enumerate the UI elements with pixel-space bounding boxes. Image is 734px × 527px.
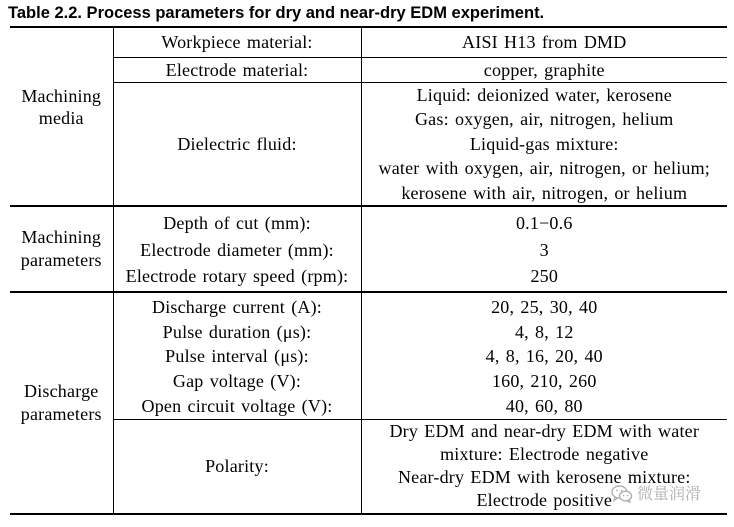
watermark-text: 微量润滑 bbox=[637, 484, 702, 503]
value-line: AISI H13 from DMD bbox=[462, 32, 627, 53]
value-line: 40, 60, 80 bbox=[505, 395, 583, 416]
parameter-name: Pulse duration (μs): bbox=[113, 320, 361, 344]
group-label-line: Machining bbox=[21, 227, 102, 247]
group-label-discharge-parameters bbox=[10, 292, 113, 514]
group-label-line: Discharge bbox=[24, 381, 99, 401]
group-label-line: media bbox=[38, 107, 84, 128]
group-label-machining-parameters bbox=[10, 206, 113, 292]
value-line: 4, 8, 16, 20, 40 bbox=[485, 346, 603, 366]
parameter-value bbox=[361, 344, 727, 368]
table-caption: Table 2.2. Process parameters for dry and near-dry EDM experiment. bbox=[8, 4, 545, 22]
parameter-value bbox=[361, 57, 727, 82]
table-row bbox=[10, 320, 727, 344]
parameter-name: Depth of cut (mm): bbox=[113, 206, 361, 238]
parameter-name: Discharge current (A): bbox=[113, 292, 361, 320]
value-line: copper, graphite bbox=[483, 59, 605, 80]
table-row bbox=[10, 238, 727, 261]
parameter-value bbox=[361, 206, 727, 238]
value-line: Near-dry EDM with kerosene mixture: bbox=[397, 467, 691, 488]
watermark bbox=[611, 484, 701, 504]
value-line: 0.1−0.6 bbox=[515, 212, 573, 233]
group-label-line: parameters bbox=[20, 404, 102, 424]
parameter-name: Gap voltage (V): bbox=[113, 368, 361, 393]
table-row bbox=[10, 292, 727, 320]
table-row bbox=[10, 393, 727, 419]
group-label-line: parameters bbox=[20, 250, 102, 270]
parameter-name: Open circuit voltage (V): bbox=[113, 393, 361, 419]
value-line: water with oxygen, air, nitrogen, or helium; bbox=[378, 158, 710, 178]
table-row bbox=[10, 57, 727, 82]
table-row bbox=[10, 344, 727, 368]
parameter-value bbox=[361, 261, 727, 292]
value-line: Liquid-gas mixture: bbox=[469, 133, 619, 154]
value-line: Dry EDM and near-dry EDM with water bbox=[389, 421, 700, 442]
table-row bbox=[10, 82, 727, 206]
value-line: 250 bbox=[530, 266, 559, 286]
parameter-value bbox=[361, 238, 727, 261]
value-line: 4, 8, 12 bbox=[514, 322, 574, 342]
value-line: 3 bbox=[539, 239, 549, 260]
parameter-name: Polarity: bbox=[113, 419, 361, 514]
process-parameters-table bbox=[10, 26, 727, 515]
value-line: mixture: Electrode negative bbox=[440, 444, 649, 465]
table-row bbox=[10, 27, 727, 57]
table-row bbox=[10, 206, 727, 238]
parameter-value bbox=[361, 27, 727, 57]
value-line: Liquid: deionized water, kerosene bbox=[416, 84, 672, 105]
value-line: kerosene with air, nitrogen, or helium bbox=[401, 182, 688, 203]
parameter-name: Pulse interval (μs): bbox=[113, 344, 361, 368]
parameter-name: Dielectric fluid: bbox=[113, 82, 361, 206]
table-row bbox=[10, 261, 727, 292]
parameter-name: Electrode diameter (mm): bbox=[113, 238, 361, 261]
group-label-line: Machining bbox=[21, 85, 102, 106]
parameter-value bbox=[361, 368, 727, 393]
value-line: Electrode positive bbox=[476, 490, 613, 511]
parameter-value bbox=[361, 393, 727, 419]
parameter-value bbox=[361, 292, 727, 320]
value-line: Gas: oxygen, air, nitrogen, helium bbox=[414, 109, 674, 129]
value-line: 20, 25, 30, 40 bbox=[491, 296, 598, 317]
parameter-name: Workpiece material: bbox=[113, 27, 361, 57]
parameter-name: Electrode rotary speed (rpm): bbox=[113, 261, 361, 292]
value-line: 160, 210, 260 bbox=[491, 370, 597, 391]
table-row bbox=[10, 368, 727, 393]
wechat-icon bbox=[611, 485, 633, 503]
group-label-machining-media bbox=[10, 27, 113, 206]
parameter-value bbox=[361, 320, 727, 344]
parameter-name: Electrode material: bbox=[113, 57, 361, 82]
parameter-value bbox=[361, 82, 727, 206]
